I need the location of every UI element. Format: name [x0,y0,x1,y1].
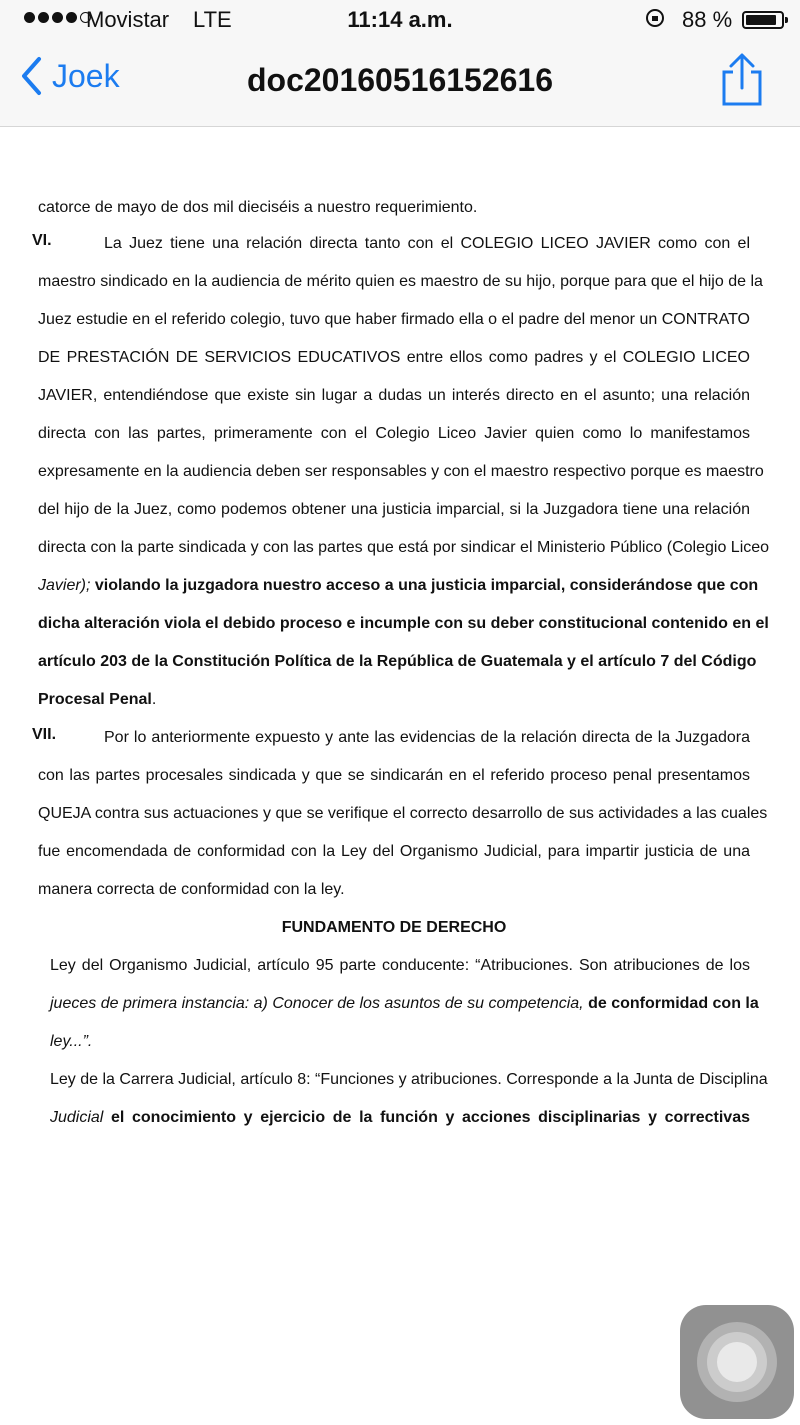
paragraph-line [50,1030,92,1054]
paragraph-line [38,574,759,598]
paragraph-line: directa con las partes, primeramente con el Colegio Liceo Javier quien como lo manifestamos [38,425,750,442]
paragraph-line: con las partes procesales sindicada y que se sindicarán en el referido proceso penal presentamos [38,767,750,784]
paragraph-line: JAVIER, entendiéndose que existe sin lugar a dudas un interés directo en el asunto; una relación [38,387,750,404]
assistive-touch-button[interactable] [680,1305,794,1419]
text-run: Ley del Organismo Judicial, artículo 95 parte conducente: “Atribuciones. Son atribuciones de los [50,957,750,974]
paragraph-line [50,1106,750,1130]
text-bold: violando la juzgadora nuestro acceso a una justicia imparcial, considerándose que con [94,577,759,594]
text-italic: Judicial [50,1109,104,1126]
paragraph-line: catorce de mayo de dos mil dieciséis a nuestro requerimiento. [38,199,478,216]
document-title: doc20160516152616 [246,62,554,98]
text-bold: el conocimiento y ejercicio de la función y acciones disciplinarias y correctivas [111,1109,751,1126]
navigation-bar [0,44,800,124]
paragraph-line: La Juez tiene una relación directa tanto con el COLEGIO LICEO JAVIER como con el [104,235,750,252]
status-time: 11:14 a.m. [347,7,453,32]
text-bold: de conformidad con la [588,995,759,1012]
text-italic: ley...”. [50,1033,93,1050]
paragraph-line [38,688,156,712]
paragraph-line: QUEJA contra sus actuaciones y que se verifique el correcto desarrollo de sus actividades a las cuales [38,805,768,822]
battery-icon [742,11,784,29]
section-number-vi: VI. [32,232,52,249]
paragraph-line: directa con la parte sindicada y con las partes que está por sindicar el Ministerio Público (Colegio Liceo [38,539,770,556]
share-icon [718,52,766,108]
paragraph-line: dicha alteración viola el debido proceso e incumple con su deber constitucional contenido en el [38,615,769,632]
rotation-lock-icon [646,9,664,27]
paragraph-line: Juez estudie en el referido colegio, tuvo que haber firmado ella o el padre del menor un CONTRATO [38,311,750,328]
paragraph-line: expresamente en la audiencia deben ser responsables y con el maestro respectivo porque es maestro [38,463,764,480]
paragraph-line: del hijo de la Juez, como podemos obtener una justicia imparcial, si la Juzgadora tiene una relación [38,501,750,518]
paragraph-line: DE PRESTACIÓN DE SERVICIOS EDUCATIVOS entre ellos como padres y el COLEGIO LICEO [38,349,750,366]
text-italic: Javier); [38,577,91,594]
paragraph-line: manera correcta de conformidad con la ley. [38,881,345,898]
network-type: LTE [193,7,232,32]
paragraph-line [50,954,750,978]
text-italic: jueces de primera instancia: a) Conocer de los asuntos de su competencia, [50,995,584,1012]
paragraph-line: artículo 203 de la Constitución Política de la República de Guatemala y el artículo 7 del Código [38,653,757,670]
share-button[interactable] [718,52,766,113]
back-button-label: Joek [52,57,120,94]
paragraph-line: maestro sindicado en la audiencia de mérito quien es maestro de su hijo, porque para que el hijo de la [38,273,763,290]
section-number-vii: VII. [32,726,57,743]
paragraph-line: Por lo anteriormente expuesto y ante las evidencias de la relación directa de la Juzgadora [104,729,750,746]
paragraph-line [50,992,759,1016]
battery-percentage: 88 % [682,7,733,32]
status-bar [0,0,800,40]
section-heading: FUNDAMENTO DE DERECHO [281,919,507,936]
top-bar [0,0,800,127]
text-bold: Procesal Penal [38,691,152,708]
paragraph-line [50,1068,768,1092]
paragraph-line: fue encomendada de conformidad con la Ley del Organismo Judicial, para impartir justicia de una [38,843,750,860]
text-run: Ley de la Carrera Judicial, artículo 8: “Funciones y atribuciones. Corresponde a la Junta de Disciplina [50,1071,768,1088]
text-run: . [151,691,157,708]
carrier-name: Movistar [86,7,170,32]
battery-level-fill [746,15,776,25]
